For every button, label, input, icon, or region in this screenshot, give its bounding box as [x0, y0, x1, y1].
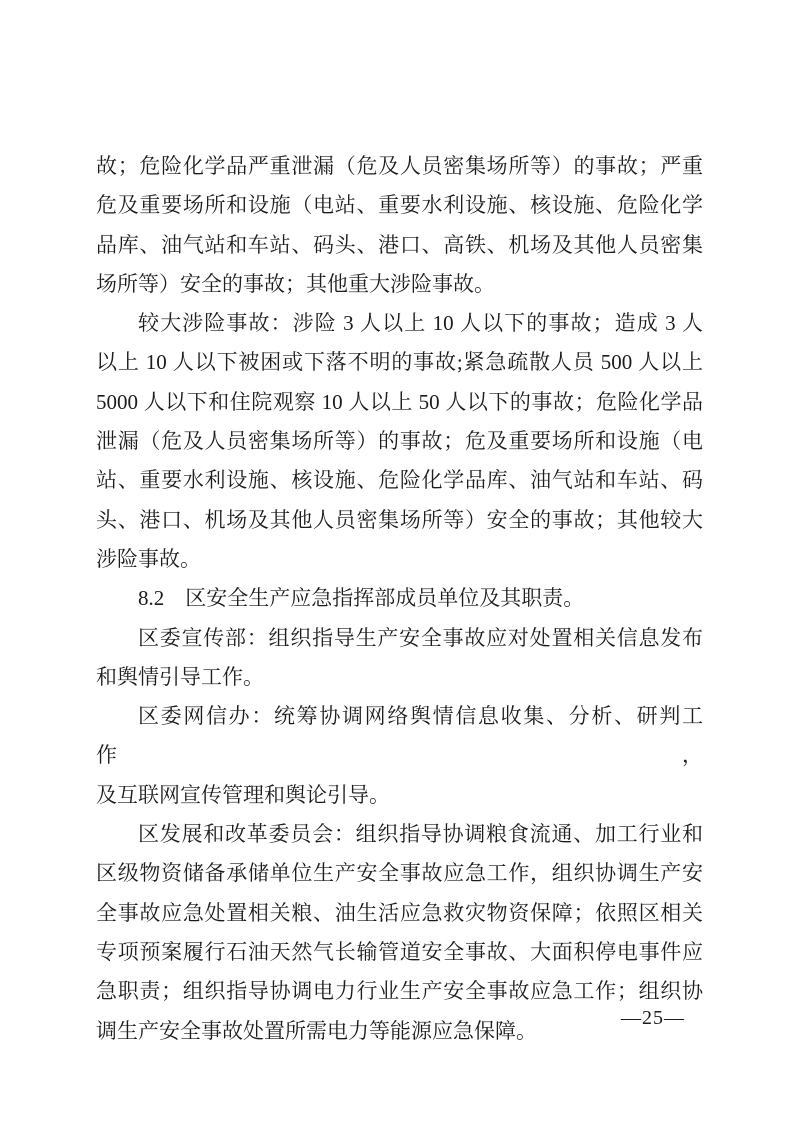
text-line: 专项预案履行石油天然气长输管道安全事故、大面积停电事件应 — [96, 939, 703, 964]
text-line: 故；危险化学品严重泄漏（危及人员密集场所等）的事故；严重 — [96, 154, 703, 178]
text-line: 及互联网宣传管理和舆论引导。 — [96, 782, 390, 807]
text-line: 场所等）安全的事故；其他重大涉险事故。 — [96, 271, 495, 296]
text-line: 全事故应急处置相关粮、油生活应急救灾物资保障；依照区相关 — [96, 900, 703, 925]
text-line: 区委网信办：统筹协调网络舆情信息收集、分析、研判工作， — [96, 704, 703, 768]
text-line: 涉险事故。 — [96, 546, 201, 571]
text-line: 急职责；组织指导协调电力行业生产安全事故应急工作；组织协 — [96, 979, 703, 1004]
page-number: —25— — [621, 1007, 685, 1029]
text-line: 区发展和改革委员会：组织指导协调粮食流通、加工行业和 — [138, 822, 703, 847]
text-line: 较大涉险事故：涉险 3 人以上 10 人以下的事故；造成 3 人 — [138, 311, 703, 336]
text-line: 危及重要场所和设施（电站、重要水利设施、核设施、危险化学 — [96, 193, 703, 218]
text-line: 5000 人以下和住院观察 10 人以上 50 人以下的事故；危险化学品 — [96, 389, 703, 414]
text-line: 和舆情引导工作。 — [96, 664, 264, 689]
text-line: 区级物资储备承储单位生产安全事故应急工作，组织协调生产安 — [96, 861, 703, 886]
text-line: 区委宣传部：组织指导生产安全事故应对处置相关信息发布 — [138, 625, 703, 650]
text-line: 泄漏（危及人员密集场所等）的事故；危及重要场所和设施（电 — [96, 429, 703, 454]
text-line: 以上 10 人以下被困或下落不明的事故;紧急疏散人员 500 人以上 — [96, 350, 703, 375]
document-body — [96, 147, 703, 1051]
text-line: 站、重要水利设施、核设施、危险化学品库、油气站和车站、码 — [96, 468, 703, 493]
text-line: 调生产安全事故处置所需电力等能源应急保障。 — [96, 1018, 537, 1043]
text-line: 头、港口、机场及其他人员密集场所等）安全的事故；其他较大 — [96, 507, 703, 532]
text-line: 品库、油气站和车站、码头、港口、高铁、机场及其他人员密集 — [96, 232, 703, 257]
text-line: 8.2 区安全生产应急指挥部成员单位及其职责。 — [138, 586, 585, 611]
